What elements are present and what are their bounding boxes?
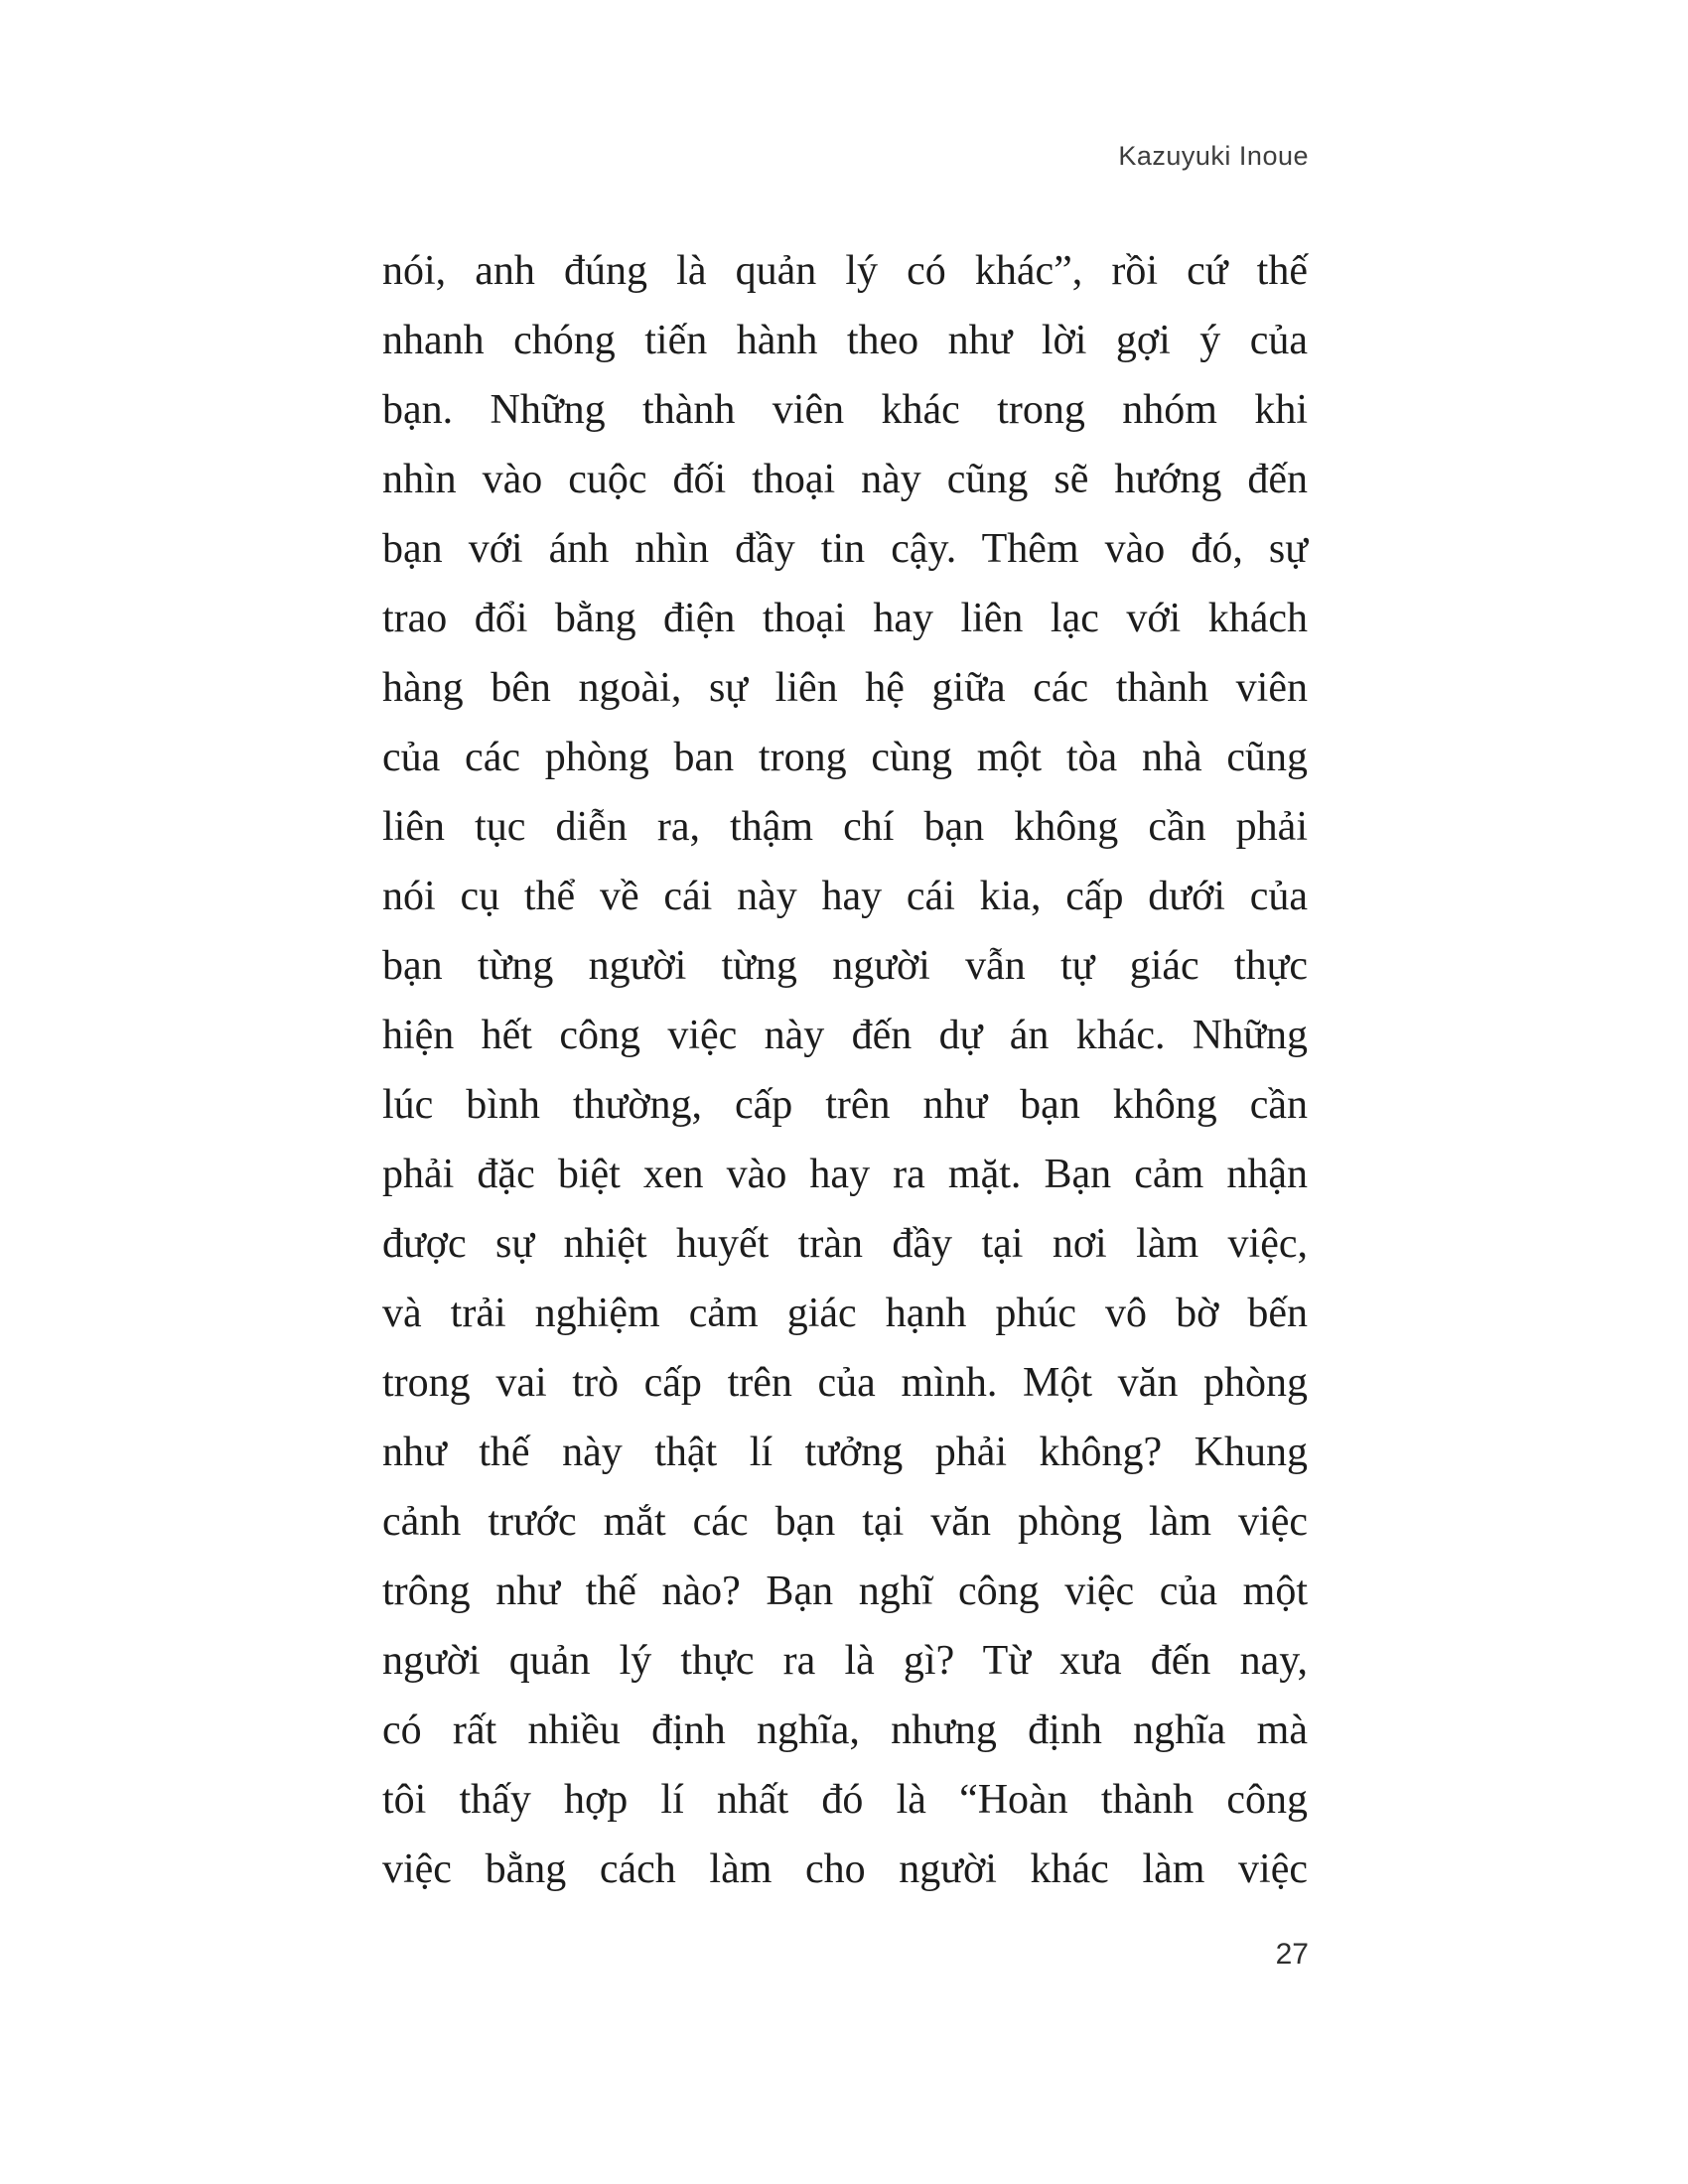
text-line: lúc bình thường, cấp trên như bạn không cần [382, 1082, 1308, 1128]
text-line: người quản lý thực ra là gì? Từ xưa đến nay, [382, 1638, 1308, 1684]
text-line: liên tục diễn ra, thậm chí bạn không cần phải [382, 804, 1308, 850]
text-line: như thế này thật lí tưởng phải không? Khung [382, 1430, 1308, 1475]
text-line: hàng bên ngoài, sự liên hệ giữa các thành viên [382, 665, 1308, 711]
text-line: bạn. Những thành viên khác trong nhóm khi [382, 387, 1308, 433]
text-line: nói, anh đúng là quản lý có khác”, rồi cứ thế [382, 248, 1308, 294]
text-line: của các phòng ban trong cùng một tòa nhà cũng [382, 735, 1308, 780]
text-line: phải đặc biệt xen vào hay ra mặt. Bạn cảm nhận [382, 1152, 1308, 1197]
text-line: nhanh chóng tiến hành theo như lời gợi ý của [382, 318, 1308, 363]
running-header-author: Kazuyuki Inoue [1118, 141, 1309, 171]
text-line: việc bằng cách làm cho người khác làm việc [382, 1846, 1308, 1892]
text-line: trông như thế nào? Bạn nghĩ công việc của một [382, 1569, 1308, 1614]
text-line: nói cụ thể về cái này hay cái kia, cấp dưới của [382, 874, 1308, 919]
text-line: hiện hết công việc này đến dự án khác. Những [382, 1013, 1308, 1058]
body-paragraph [382, 236, 1308, 1904]
text-line: được sự nhiệt huyết tràn đầy tại nơi làm việc, [382, 1221, 1308, 1267]
text-line: bạn từng người từng người vẫn tự giác thực [382, 943, 1308, 989]
text-line: bạn với ánh nhìn đầy tin cậy. Thêm vào đó, sự [382, 526, 1308, 572]
text-line: có rất nhiều định nghĩa, nhưng định nghĩa mà [382, 1707, 1308, 1753]
text-line: cảnh trước mắt các bạn tại văn phòng làm việc [382, 1499, 1308, 1545]
text-line: trong vai trò cấp trên của mình. Một văn phòng [382, 1360, 1308, 1406]
page-number: 27 [1275, 1938, 1309, 1971]
text-line: tôi thấy hợp lí nhất đó là “Hoàn thành công [382, 1777, 1308, 1823]
text-line: và trải nghiệm cảm giác hạnh phúc vô bờ bến [382, 1291, 1308, 1336]
text-line: trao đổi bằng điện thoại hay liên lạc với khách [382, 596, 1308, 641]
text-line: nhìn vào cuộc đối thoại này cũng sẽ hướng đến [382, 457, 1308, 502]
